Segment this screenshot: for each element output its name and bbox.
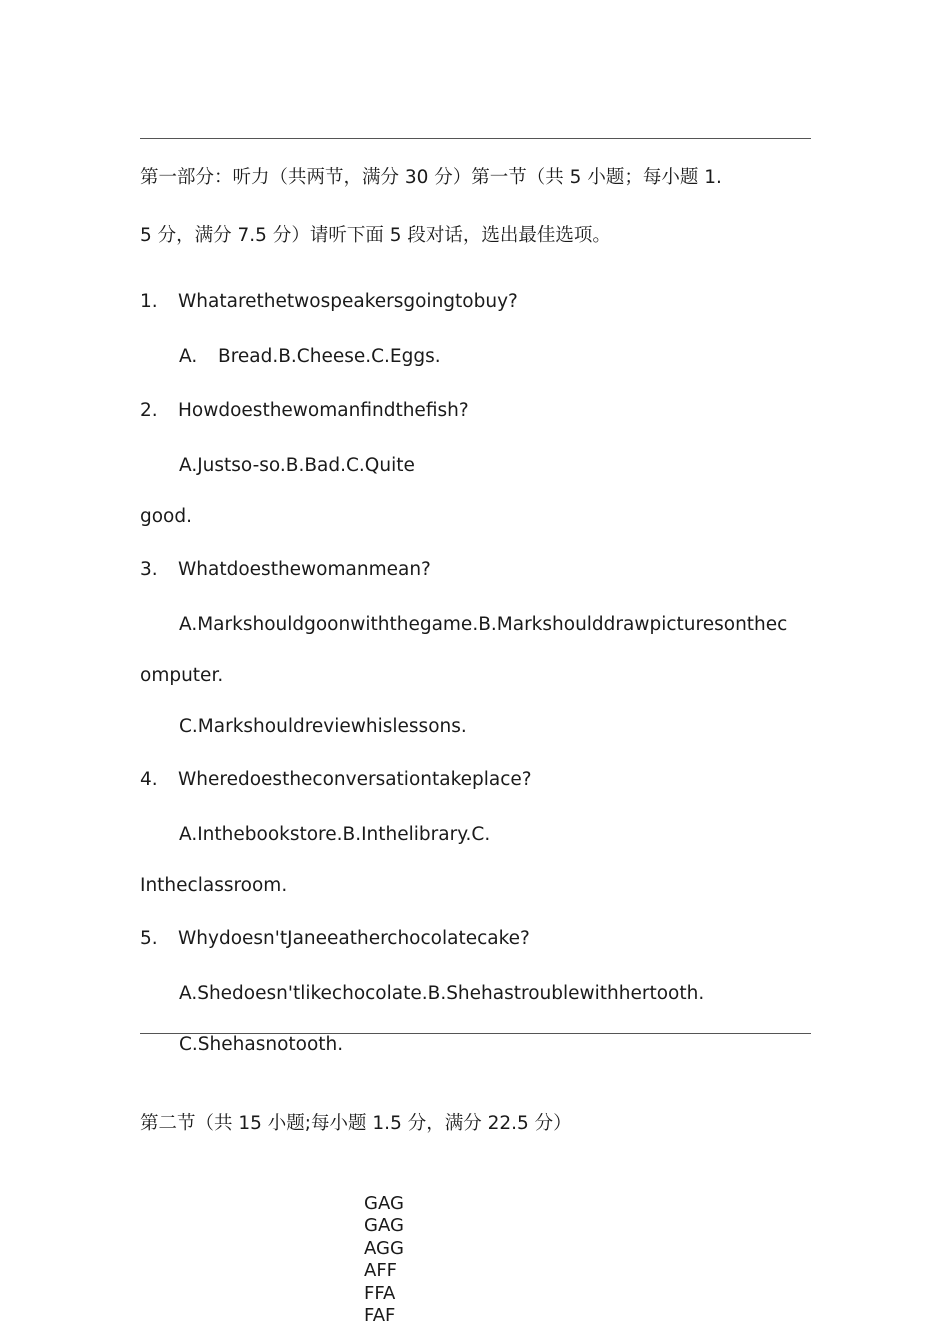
letter-grid-row: FAF bbox=[364, 1305, 396, 1327]
question-4-options-continuation: Intheclassroom. bbox=[140, 875, 288, 896]
question-number: 3. bbox=[140, 559, 158, 580]
option-text: Bread.B.Cheese.C.Eggs. bbox=[218, 346, 441, 367]
question-2-options: A.Justso-so.B.Bad.C.Quite bbox=[179, 455, 415, 476]
question-3-options-continuation: omputer. bbox=[140, 665, 224, 686]
section1-heading-line2: 5 分，满分 7.5 分）请听下面 5 段对话，选出最佳选项。 bbox=[140, 225, 611, 246]
question-4 bbox=[140, 768, 532, 792]
top-rule bbox=[140, 138, 811, 139]
question-number: 4. bbox=[140, 769, 158, 790]
question-3 bbox=[140, 558, 431, 582]
letter-grid-row: GAG bbox=[364, 1215, 404, 1237]
question-text: Whydoesn'tJaneeatherchocolatecake? bbox=[178, 928, 530, 949]
question-2-options-continuation: good. bbox=[140, 506, 193, 527]
question-4-options: A.Inthebookstore.B.Inthelibrary.C. bbox=[179, 824, 491, 845]
question-5 bbox=[140, 927, 530, 951]
letter-grid-row: AFF bbox=[364, 1260, 398, 1282]
section1-heading-line1: 第一部分：听力（共两节，满分 30 分）第一节（共 5 小题；每小题 1. bbox=[140, 167, 722, 188]
question-1-options bbox=[179, 345, 441, 369]
question-1 bbox=[140, 290, 518, 314]
question-5-options: A.Shedoesn'tlikechocolate.B.Shehastroublewithhertooth. bbox=[179, 983, 705, 1004]
question-number: 1. bbox=[140, 291, 158, 312]
question-number: 2. bbox=[140, 400, 158, 421]
question-text: Howdoesthewomanfindthefish? bbox=[178, 400, 469, 421]
option-label: A. bbox=[179, 346, 198, 367]
question-number: 5. bbox=[140, 928, 158, 949]
question-5-option-c: C.Shehasnotooth. bbox=[179, 1034, 344, 1055]
question-3-option-c: C.Markshouldreviewhislessons. bbox=[179, 716, 467, 737]
question-text: Wheredoestheconversationtakeplace? bbox=[178, 769, 532, 790]
letter-grid bbox=[364, 1193, 404, 1327]
letter-grid-row: GAG bbox=[364, 1193, 404, 1214]
letter-grid-row: AGG bbox=[364, 1237, 404, 1259]
question-2 bbox=[140, 399, 469, 423]
question-text: Whatarethetwospeakersgoingtobuy? bbox=[178, 291, 518, 312]
question-text: Whatdoesthewomanmean? bbox=[178, 559, 431, 580]
section2-heading: 第二节（共 15 小题;每小题 1.5 分，满分 22.5 分） bbox=[140, 1113, 572, 1134]
letter-grid-row: FFA bbox=[364, 1282, 396, 1304]
question-3-options: A.Markshouldgoonwiththegame.B.Markshoulddrawpicturesonthec bbox=[179, 614, 788, 635]
